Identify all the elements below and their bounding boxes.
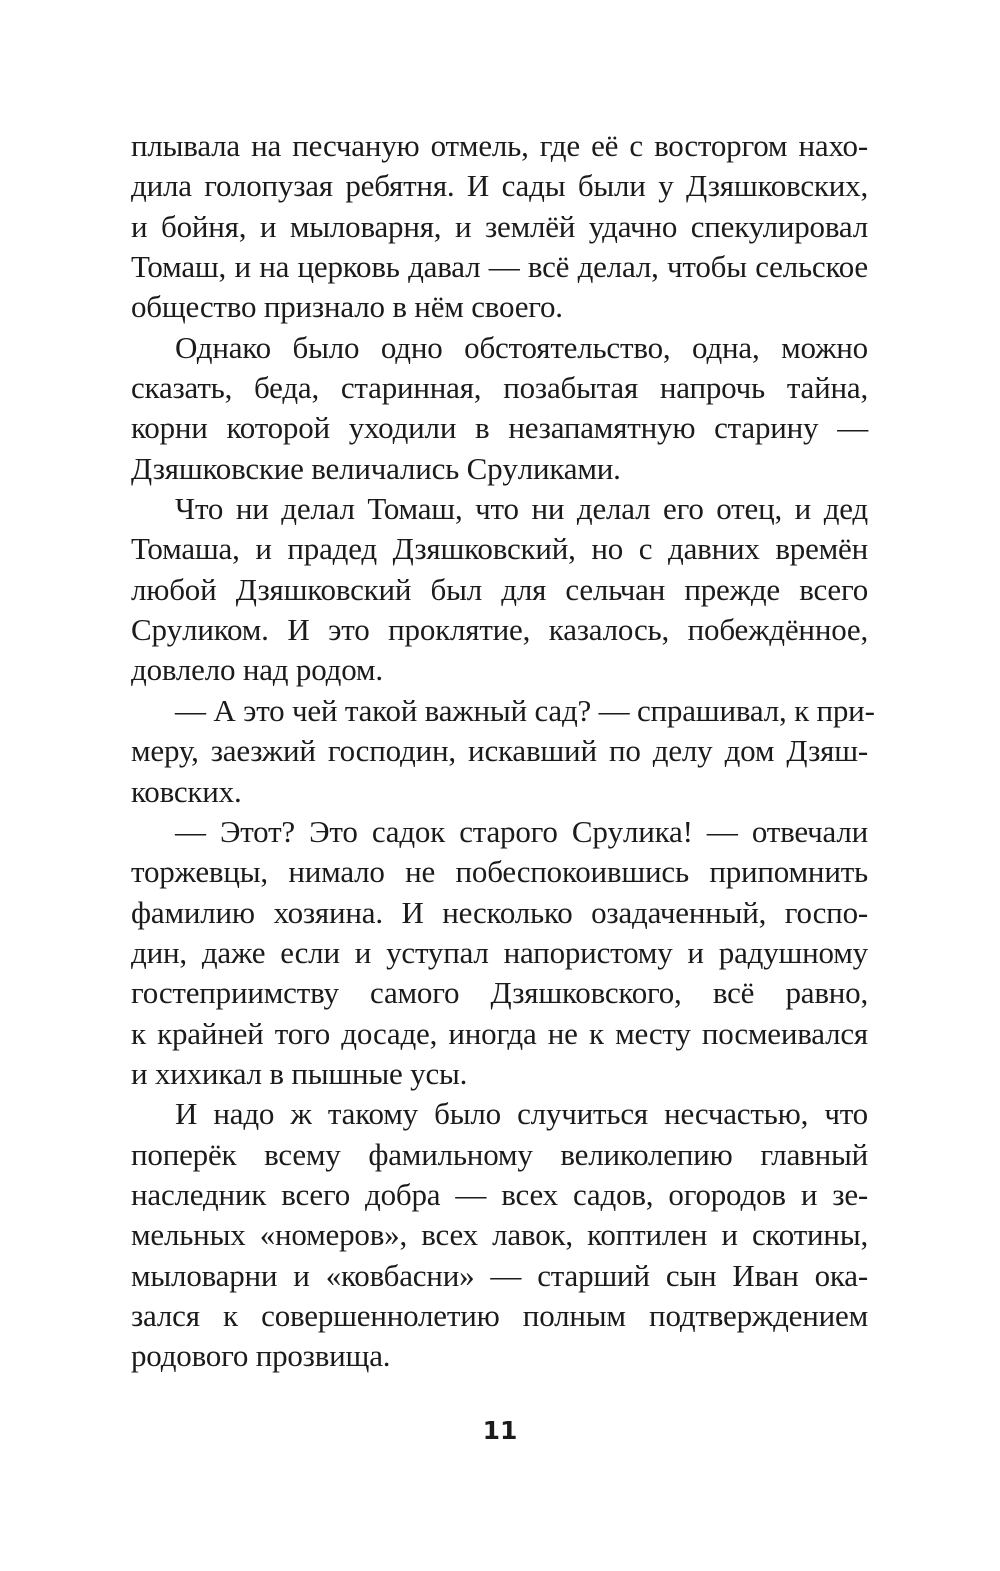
text-line: меру, заезжий господин, искавший по делу дом Дзяш- <box>131 733 868 769</box>
text-line: к крайней того досаде, иногда не к месту посмеивался <box>131 1015 868 1051</box>
text-line: Томаша, и прадед Дзяшковский, но с давних времён <box>131 531 868 567</box>
text-line: общество признало в нём своего. <box>131 289 563 325</box>
text-line: гостеприимству самого Дзяшковского, всё равно, <box>131 975 868 1011</box>
text-line: ковских. <box>131 773 242 809</box>
text-line: поперёк всему фамильному великолепию главный <box>131 1136 868 1172</box>
text-line: родового прозвища. <box>131 1338 391 1374</box>
text-line: любой Дзяшковский был для сельчан прежде всего <box>131 571 868 607</box>
text-line: фамилию хозяина. И несколько озадаченный, госпо- <box>131 894 868 930</box>
text-line: Что ни делал Томаш, что ни делал его отец, и дед <box>175 491 868 527</box>
text-line: и хихикал в пышные усы. <box>131 1055 468 1091</box>
text-line: плывала на песчаную отмель, где её с восторгом нахо- <box>131 128 868 163</box>
text-line: корни которой уходили в незапамятную старину — <box>131 410 868 446</box>
text-line: дила голопузая ребятня. И сады были у Дзяшковских, <box>131 168 868 204</box>
text-line: — Этот? Это садок старого Срyлика! — отвечали <box>175 813 868 849</box>
text-line: и бойня, и мыловарня, и землёй удачно спекулировал <box>131 208 868 244</box>
text-line: Томаш, и на церковь давал — всё делал, чтобы сельское <box>131 249 868 285</box>
text-line: — А это чей такой важный сад? — спрашивал, к при- <box>175 692 875 728</box>
text-line: наследник всего добра — всех садов, огородов и зе- <box>131 1176 868 1212</box>
text-line: мельных «номеров», всех лавок, коптилен и скотины, <box>131 1217 868 1253</box>
text-line: Однако было одно обстоятельство, одна, можно <box>175 329 868 365</box>
page-number: 11 <box>482 1416 518 1445</box>
text-line: довлело над родом. <box>131 652 383 688</box>
text-line: торжевцы, нимало не побеспокоившись припомнить <box>131 854 868 890</box>
text-line: И надо ж такому было случиться несчастью, что <box>175 1096 868 1132</box>
text-line: Дзяшковские величались Срyликами. <box>131 450 621 486</box>
text-line: дин, даже если и уступал напористому и радушному <box>131 934 868 970</box>
text-line: сказать, беда, старинная, позабытая напрочь тайна, <box>131 370 868 406</box>
text-line: зался к совершеннолетию полным подтверждением <box>131 1297 868 1333</box>
body-text <box>131 126 875 1377</box>
text-line: Срyликом. И это проклятие, казалось, побеждённое, <box>131 612 868 648</box>
text-line: мыловарни и «ковбасни» — старший сын Иван ока- <box>131 1257 868 1293</box>
